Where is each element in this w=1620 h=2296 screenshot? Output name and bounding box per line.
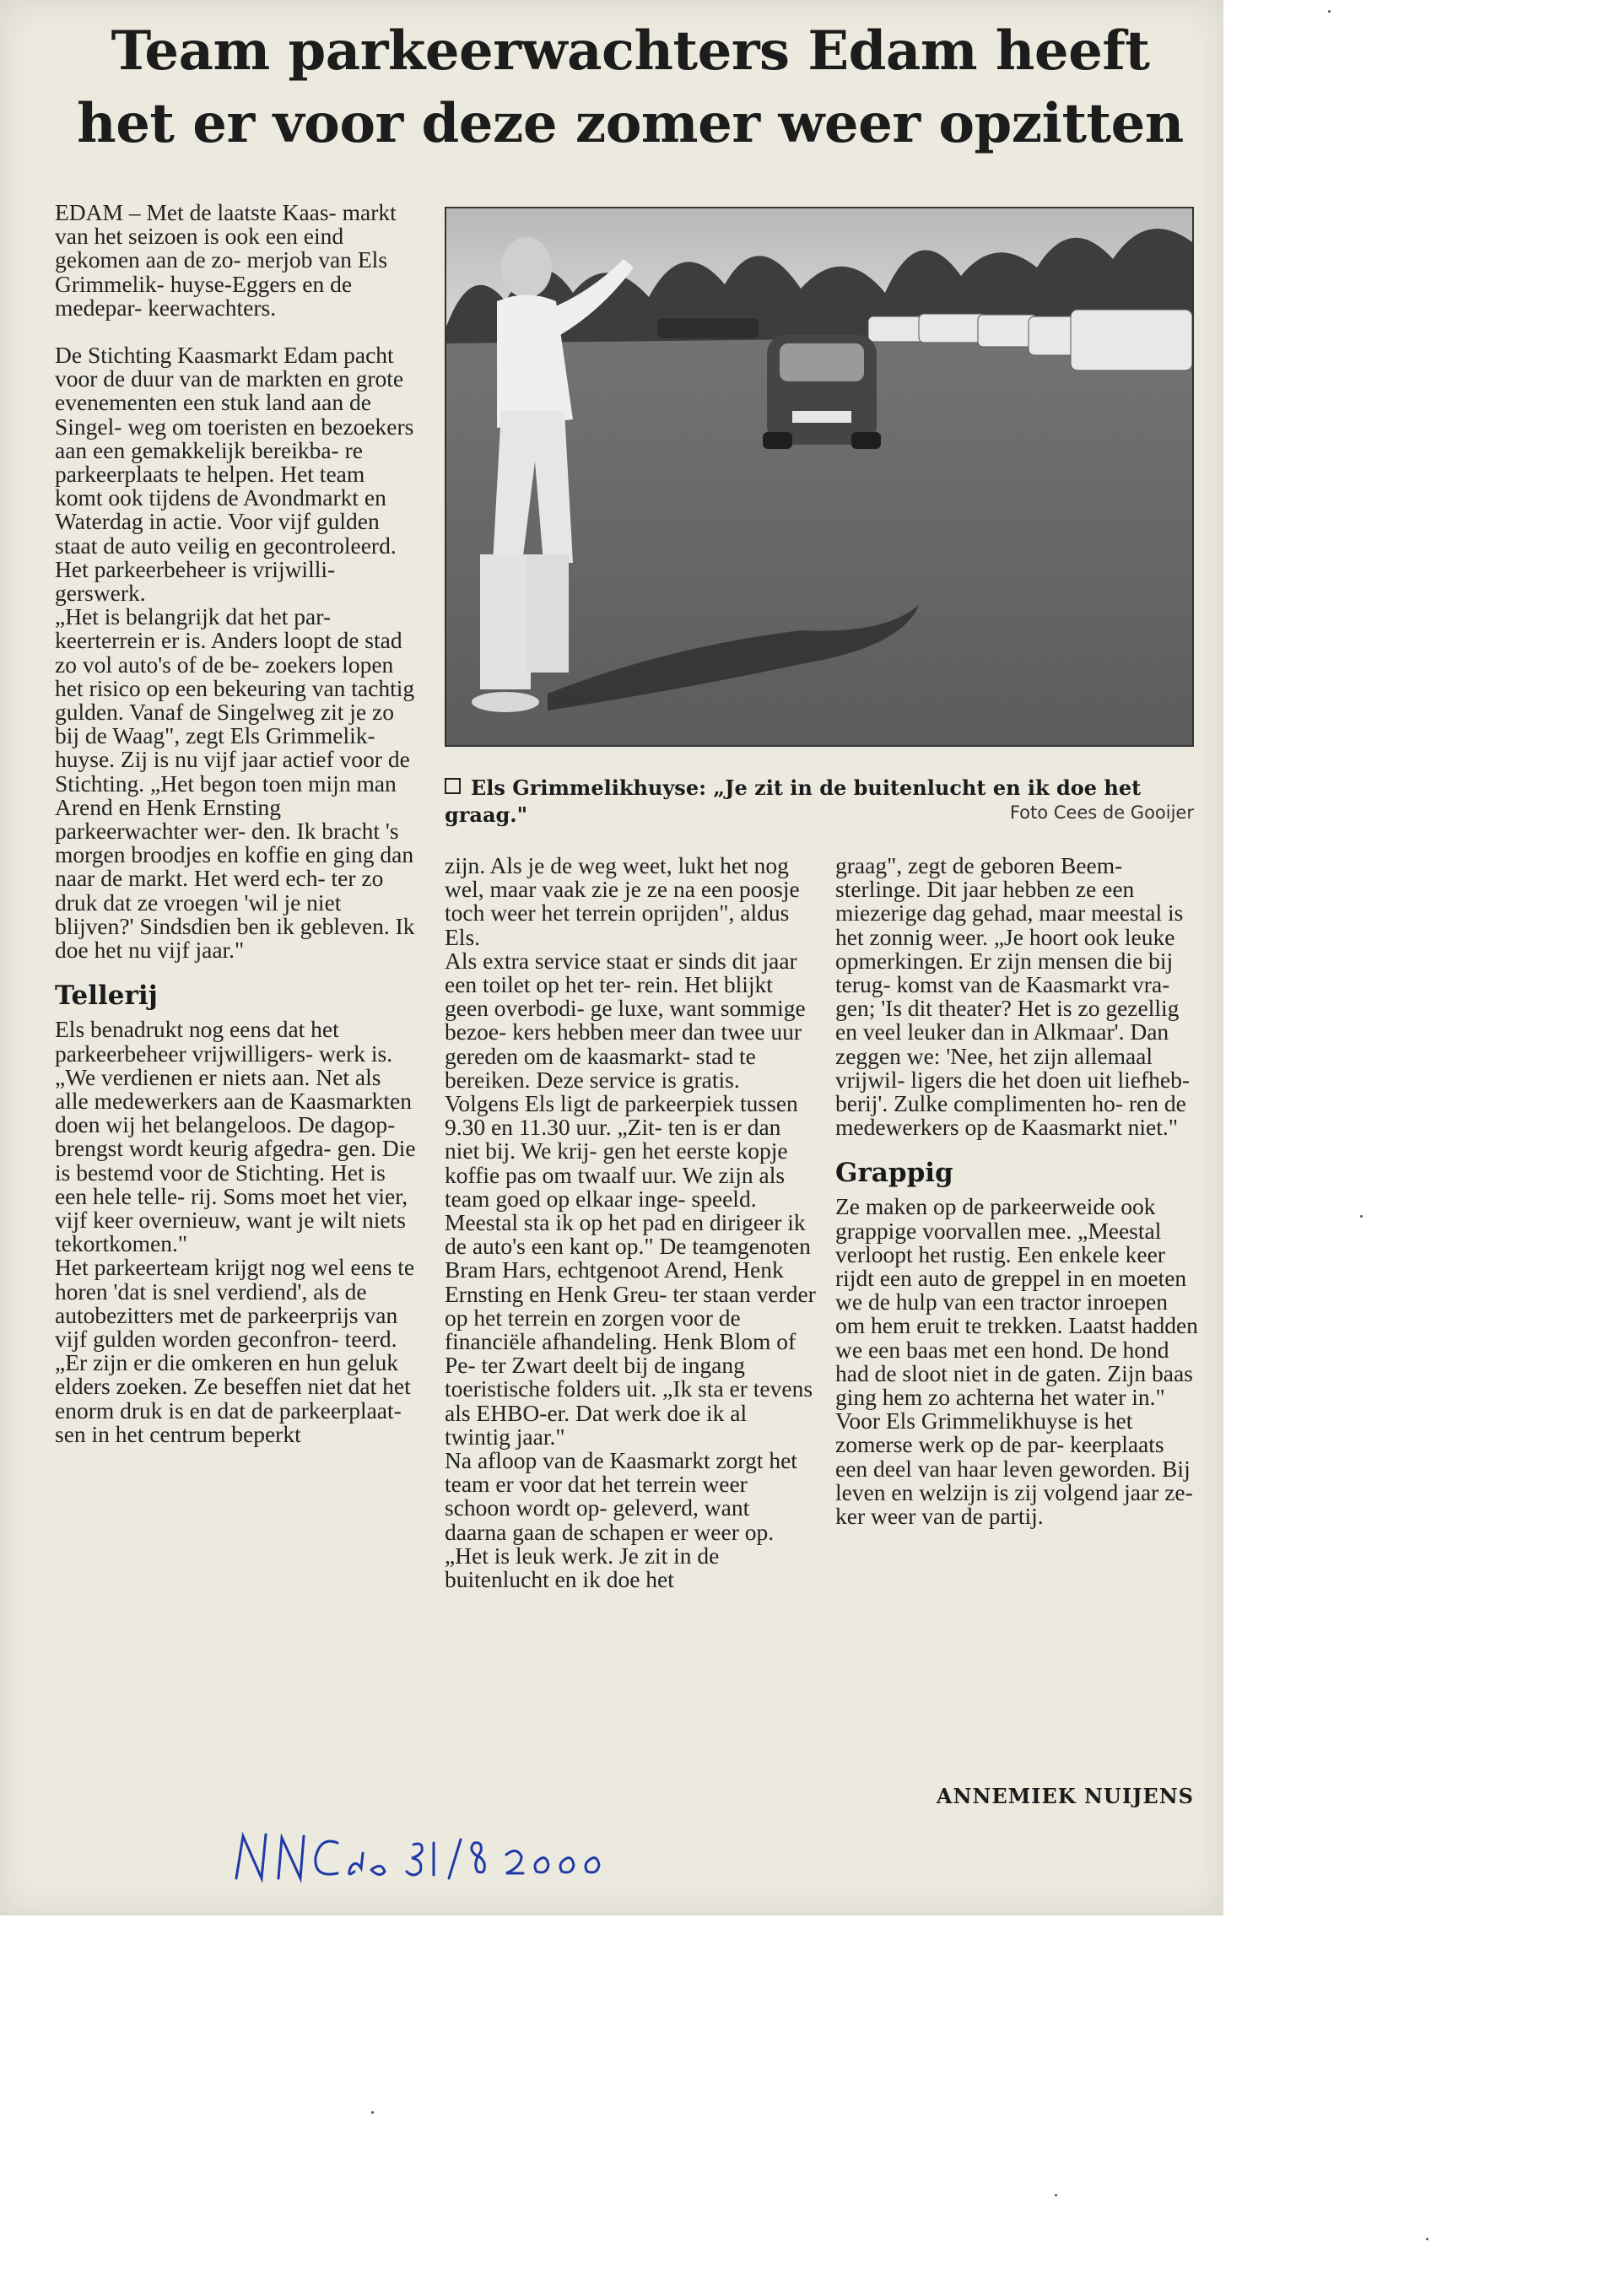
- article-column-1: [55, 201, 418, 1446]
- article-column-3: [835, 854, 1198, 1528]
- photo-credit: Foto Cees de Gooijer: [1009, 802, 1194, 823]
- byline: ANNEMIEK NUIJENS: [936, 1784, 1194, 1808]
- article-paragraph: Voor Els Grimmelikhuyse is het zomerse werk op de par- keerplaats een deel van haar leven geworden. Bij leven en welzijn is zij volgend jaar ze- ker weer van de partij.: [835, 1407, 1193, 1530]
- article-intro: EDAM – Met de laatste Kaas- markt van het seizoen is ook een eind gekomen aan de zo- merjob van Els Grimmelik- huyse-Eggers en de medepar- keerwachters.: [55, 199, 397, 321]
- article-paragraph: Na afloop van de Kaasmarkt zorgt het team er voor dat het terrein weer schoon wordt op- geleverd, want daarna gaan de schapen er weer op.: [445, 1447, 797, 1545]
- article-paragraph: graag", zegt de geboren Beem- sterlinge. Dit jaar hebben ze een miezerige dag gehad, maar meestal is het zonnig weer. „Je hoort ook leuke opmerkingen. Er zijn mensen die bij terug- komst van de Kaasmarkt vra- gen; 'Is dit theater? Het is zo gezellig en veel leuker dan in Alkmaar'. Dan zeggen we: 'Nee, het zijn allemaal vrijwil- ligers die het doen uit liefheb- berij'. Zulke complimenten ho- ren de medewerkers op de Kaasmarkt niet.": [835, 852, 1191, 1141]
- article-paragraph: Het parkeerteam krijgt nog wel eens te horen 'dat is snel verdiend', als de autobezitters met de parkeerprijs van vijf gulden worden geconfron- teerd. „Er zijn er die omkeren en hun geluk elders zoeken. Ze beseffen niet dat het enorm druk is en dat de parkeerplaat- sen in het centrum beperkt: [55, 1254, 415, 1447]
- photo-caption: Els Grimmelikhuyse: „Je zit in de buitenlucht en ik doe het graag.": [445, 775, 1142, 827]
- handwritten-note: [228, 1819, 667, 1895]
- article-paragraph: De Stichting Kaasmarkt Edam pacht voor de duur van de markten en grote evenementen een stuk land aan de Singel- weg om toeristen en bezoekers aan een gemakkelijk bereikba- re parkeerplaats te helpen. Het team komt ook tijdens de Avondmarkt en Waterdag in actie. Voor vijf gulden staat de auto veilig en gecontroleerd. Het parkeerbeheer is vrijwilli- gerswerk.: [55, 342, 414, 607]
- article-paragraph: Volgens Els ligt de parkeerpiek tussen 9.30 en 11.30 uur. „Zit- ten is er dan niet bij. We krij- gen het eerste kopje koffie pas om twaalf uur. We zijn als team goed op elkaar inge- speeld. Meestal sta ik op het pad en dirigeer ik de auto's een kant op." De teamgenoten Bram Hars, echtgenoot Arend, Henk Ernsting en Henk Greu- ter staan verder op het terrein en zorgen voor de financiële afhandeling. Henk Blom of Pe- ter Zwart deelt bij de ingang toeristische folders uit. „Ik sta er tevens als EHBO-er. Dat werk doe ik al twintig jaar.": [445, 1090, 816, 1450]
- article-column-2: [445, 854, 816, 1591]
- article-paragraph: Als extra service staat er sinds dit jaar een toilet op het ter- rein. Het blijkt geen overbodi- ge luxe, want sommige bezoe- kers hebben meer dan twee uur gereden om de kaasmarkt- stad te bereiken. Deze service is gratis.: [445, 947, 806, 1093]
- article-paragraph: zijn. Als je de weg weet, lukt het nog wel, maar vaak zie je ze na een poosje toch weer het terrein oprijden", aldus Els.: [445, 852, 800, 950]
- subheading-tellerij: Tellerij: [55, 981, 158, 1012]
- article-paragraph: Ze maken op de parkeerweide ook grappige voorvallen mee. „Meestal verloopt het rustig. Een enkele keer rijdt een auto de greppel in en moeten we de hulp van een tractor inroepen om hem eruit te trekken. Laatst hadden we een baas met een hond. De hond had de sloot niet in de gaten. Zijn baas ging hem zo achterna het water in.": [835, 1193, 1198, 1411]
- article-paragraph: „Het is belangrijk dat het par- keerterrein er is. Anders loopt de stad zo vol auto's of de be- zoekers lopen het risico op een bekeuring van tachtig gulden. Vanaf de Singelweg zit je zo bij de Waag", zegt Els Grimmelik- huyse. Zij is nu vijf jaar actief voor de Stichting. „Het begon toen mijn man Arend en Henk Ernsting parkeerwachter wer- den. Ik bracht 's morgen broodjes en koffie en ging dan naar de markt. Het werd ech- ter zo druk dat ze vroegen 'wil je niet blijven?' Sindsdien ben ik gebleven. Ik doe het nu vijf jaar.": [55, 603, 415, 964]
- caption-square-icon: [445, 778, 461, 794]
- article-paragraph: Els benadrukt nog eens dat het parkeerbeheer vrijwilligers- werk is. „We verdienen er niets aan. Net als alle medewerkers aan de Kaasmarkten doen wij het belangeloos. De dagop- brengst wordt keurig afgedra- gen. Die is bestemd voor de Stichting. Het is een hele telle- rij. Soms moet het vier, vijf keer overnieuw, want je wilt niets tekortkomen.": [55, 1016, 416, 1257]
- news-photo: [445, 207, 1194, 747]
- article-paragraph: „Het is leuk werk. Je zit in de buitenlucht en ik doe het: [445, 1542, 720, 1593]
- headline: [52, 15, 1208, 160]
- headline-line-2: het er voor deze zomer weer opzitten: [77, 92, 1184, 155]
- subheading-grappig: Grappig: [835, 1158, 953, 1189]
- car-image: [763, 335, 881, 449]
- headline-line-1: Team parkeerwachters Edam heeft: [111, 19, 1150, 83]
